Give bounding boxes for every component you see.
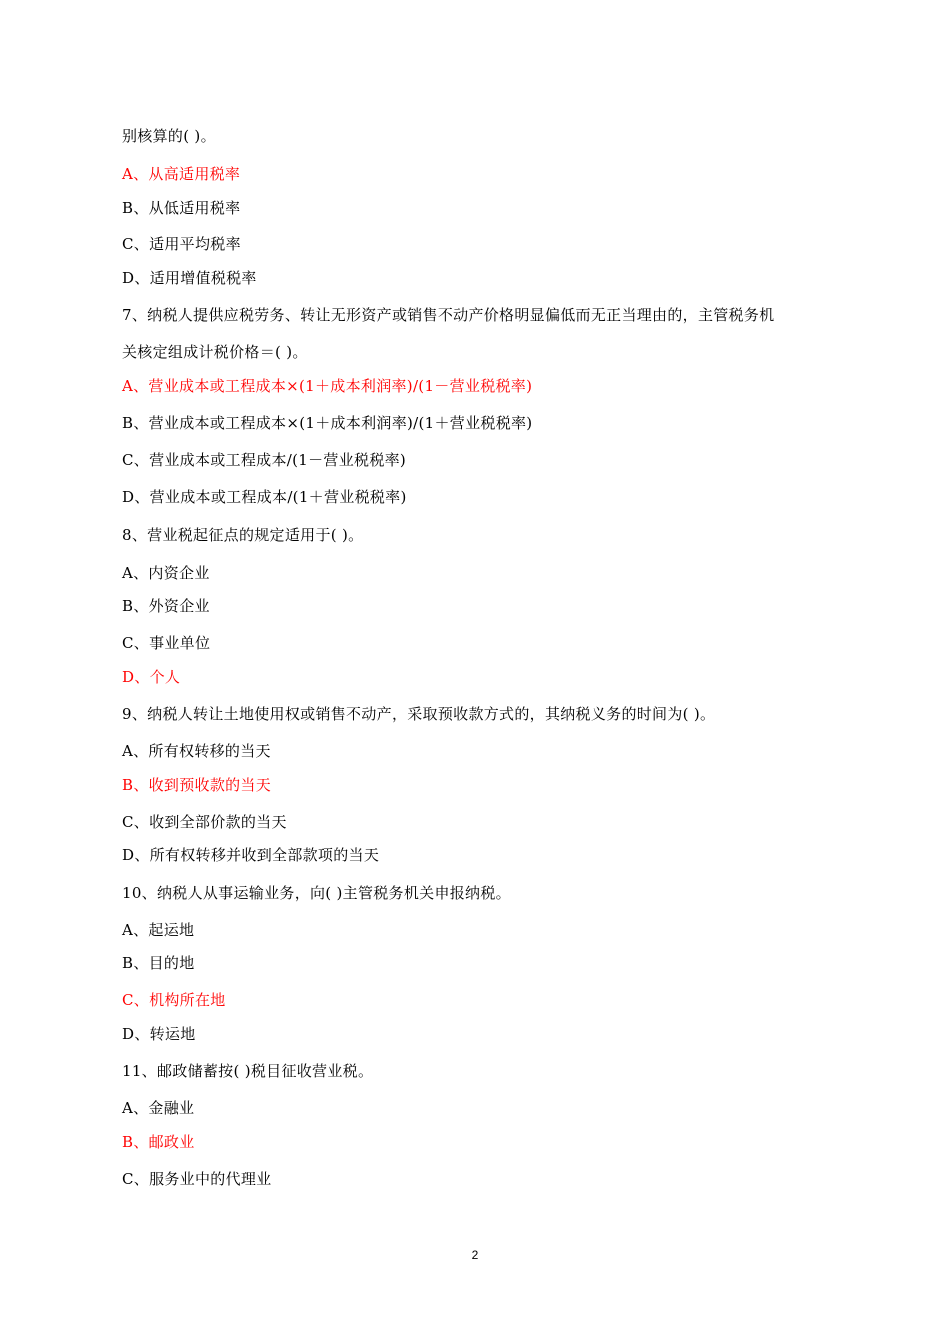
q6-option-c: C、适用平均税率 — [122, 235, 241, 253]
question-11-stem: 11、邮政储蓄按( )税目征收营业税。 — [122, 1062, 374, 1080]
q6-option-d: D、适用增值税税率 — [122, 269, 257, 287]
q8-option-b: B、外资企业 — [122, 597, 210, 615]
q10-option-a: A、起运地 — [122, 921, 195, 939]
q10-option-d: D、转运地 — [122, 1025, 196, 1043]
q6-option-b: B、从低适用税率 — [122, 199, 241, 217]
question-7-stem-cont: 关核定组成计税价格＝( )。 — [122, 343, 308, 361]
question-10-stem: 10、纳税人从事运输业务，向( )主管税务机关申报纳税。 — [122, 884, 511, 902]
q7-option-d: D、营业成本或工程成本/(1＋营业税税率) — [122, 488, 407, 506]
q6-option-a-answer: A、从高适用税率 — [122, 165, 241, 183]
q11-option-c: C、服务业中的代理业 — [122, 1170, 272, 1188]
q7-option-b: B、营业成本或工程成本×(1＋成本利润率)/(1＋营业税税率) — [122, 414, 533, 432]
question-8-stem: 8、营业税起征点的规定适用于( )。 — [122, 526, 364, 544]
q8-option-d-answer: D、个人 — [122, 668, 181, 686]
page-number: 2 — [471, 1248, 479, 1262]
q10-option-c-answer: C、机构所在地 — [122, 991, 226, 1009]
q8-option-a: A、内资企业 — [122, 564, 210, 582]
q9-option-a: A、所有权转移的当天 — [122, 742, 271, 760]
q9-option-c: C、收到全部价款的当天 — [122, 813, 287, 831]
q7-option-c: C、营业成本或工程成本/(1－营业税税率) — [122, 451, 407, 469]
question-9-stem: 9、纳税人转让土地使用权或销售不动产，采取预收款方式的，其纳税义务的时间为( )。 — [122, 705, 716, 723]
q8-option-c: C、事业单位 — [122, 634, 211, 652]
question-7-stem: 7、纳税人提供应税劳务、转让无形资产或销售不动产价格明显偏低而无正当理由的，主管税务机 — [122, 306, 775, 324]
q10-option-b: B、目的地 — [122, 954, 195, 972]
q11-option-a: A、金融业 — [122, 1099, 195, 1117]
question-6-stem-end: 别核算的( )。 — [122, 127, 216, 145]
q9-option-b-answer: B、收到预收款的当天 — [122, 776, 272, 794]
q11-option-b-answer: B、邮政业 — [122, 1133, 195, 1151]
q9-option-d: D、所有权转移并收到全部款项的当天 — [122, 846, 380, 864]
q7-option-a-answer: A、营业成本或工程成本×(1＋成本利润率)/(1－营业税税率) — [122, 377, 533, 395]
